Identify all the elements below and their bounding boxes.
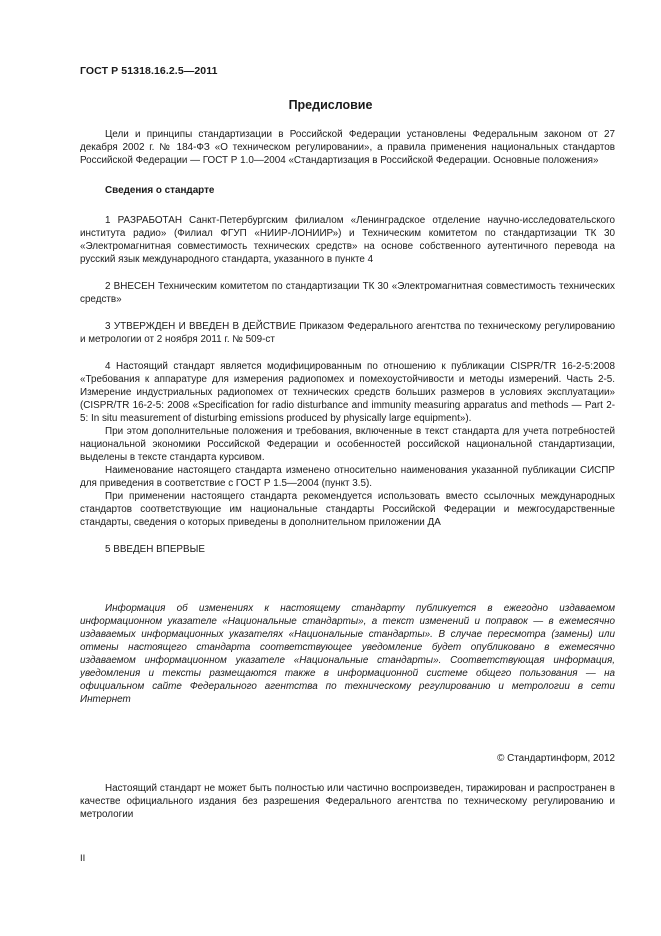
reproduction-notice: Настоящий стандарт не может быть полностью или частично воспроизведен, тиражирован и распространен в качестве официального издания без разрешения Федерального агентства по техническому регулированию и метрологии — [80, 783, 615, 820]
standard-info-heading: Сведения о стандарте — [105, 185, 215, 196]
page-number: II — [80, 853, 86, 864]
item-modified-additions: При этом дополнительные положения и требования, включенные в текст стандарта для учета потребностей национальной экономики Российской Федерации и особенностей российской национальной стандартизации, выделены в тексте стандарта курсивом. — [80, 426, 615, 463]
item-approved: 3 УТВЕРЖДЕН И ВВЕДЕН В ДЕЙСТВИЕ Приказом Федерального агентства по техническому регулированию и метрологии от 2 ноября 2011 г. № 509-ст — [80, 321, 615, 345]
item-developed: 1 РАЗРАБОТАН Санкт-Петербургским филиалом «Ленинградское отделение научно-исследовательского института радио» (Филиал ФГУП «НИИР-ЛОНИИР») и Техническим комитетом по стандартизации ТК 30 «Электромагнитная совместимость технических средств» на основе собственного аутентичного перевода на русский язык международного стандарта, указанного в пункте 4 — [80, 215, 615, 265]
item-submitted: 2 ВНЕСЕН Техническим комитетом по стандартизации ТК 30 «Электромагнитная совместимость технических средств» — [80, 281, 615, 305]
document-body — [80, 128, 615, 821]
document-code: ГОСТ Р 51318.16.2.5—2011 — [80, 65, 218, 77]
intro-paragraph: Цели и принципы стандартизации в Российской Федерации установлены Федеральным законом от 27 декабря 2002 г. № 184-ФЗ «О техническом регулировании», а правила применения национальных стандартов Российской Федерации — ГОСТ Р 1.0—2004 «Стандартизация в Российской Федерации. Основные положения» — [80, 129, 615, 166]
item-first-introduced: 5 ВВЕДЕН ВПЕРВЫЕ — [105, 544, 205, 555]
item-modified-title-change: Наименование настоящего стандарта изменено относительно наименования указанной публикации СИСПР для приведения в соответствие с ГОСТ Р 1.5—2004 (пункт 3.5). — [80, 465, 615, 489]
page-title: Предисловие — [288, 98, 373, 112]
copyright-line: © Стандартинформ, 2012 — [497, 753, 615, 764]
item-modified: 4 Настоящий стандарт является модифицированным по отношению к публикации CISPR/TR 16-2-5:2008 «Требования к аппаратуре для измерения радиопомех и помехоустойчивости и методы измерений. Часть 2-5. Измерение индустриальных радиопомех от технических средств больших размеров в условиях эксплуатации» (CISPR/TR 16-2-5: 2008 «Specification for radio disturbance and immunity measuring apparatus and methods — Part 2-5: In situ measurement of disturbing emissions produced by physically large equipment»). — [80, 361, 615, 424]
item-modified-references: При применении настоящего стандарта рекомендуется использовать вместо ссылочных международных стандартов соответствующие им национальные стандарты Российской Федерации и межгосударственные стандарты, сведения о которых приведены в дополнительном приложении ДА — [80, 491, 615, 528]
changes-notice: Информация об изменениях к настоящему стандарту публикуется в ежегодно издаваемом информационном указателе «Национальные стандарты», а текст изменений и поправок — в ежемесячно издаваемых информационных указателях «Национальные стандарты». В случае пересмотра (замены) или отмены настоящего стандарта соответствующее уведомление будет опубликовано в ежемесячно издаваемом информационном указателе «Национальные стандарты». Соответствующая информация, уведомления и тексты размещаются также в информационной системе общего пользования — на официальном сайте Федерального агентства по техническому регулированию и метрологии в сети Интернет — [80, 603, 615, 705]
